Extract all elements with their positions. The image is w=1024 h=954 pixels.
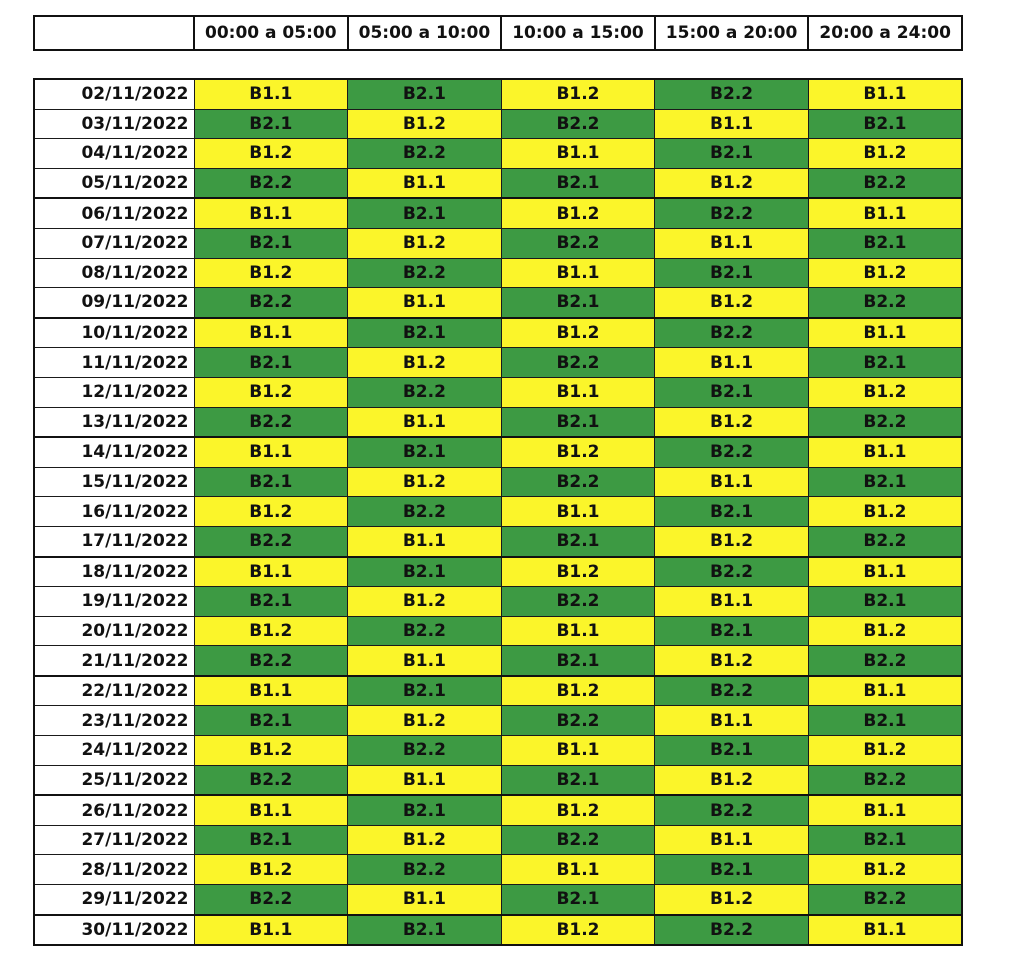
header-row [34, 16, 962, 50]
shift-cell: B1.1 [808, 557, 962, 587]
shift-cell: B1.2 [501, 676, 655, 706]
shift-cell: B1.2 [348, 109, 502, 139]
shift-cell: B2.2 [194, 526, 348, 556]
shift-cell: B2.1 [194, 348, 348, 378]
shift-cell: B1.2 [501, 795, 655, 825]
shift-cell: B2.1 [808, 467, 962, 497]
shift-cell: B2.2 [655, 318, 809, 348]
date-cell: 15/11/2022 [34, 467, 194, 497]
schedule-table [33, 78, 963, 946]
shift-cell: B2.1 [501, 407, 655, 437]
shift-cell: B2.2 [655, 79, 809, 109]
shift-cell: B1.1 [808, 676, 962, 706]
shift-cell: B1.2 [655, 765, 809, 795]
shift-cell: B1.1 [348, 646, 502, 676]
shift-cell: B1.1 [655, 706, 809, 736]
shift-cell: B1.2 [194, 736, 348, 766]
shift-cell: B2.2 [655, 198, 809, 228]
shift-cell: B1.1 [194, 795, 348, 825]
date-cell: 20/11/2022 [34, 616, 194, 646]
shift-cell: B2.1 [655, 855, 809, 885]
schedule-row [34, 258, 962, 288]
shift-cell: B1.2 [194, 377, 348, 407]
shift-cell: B2.1 [194, 706, 348, 736]
schedule-row [34, 79, 962, 109]
schedule-row [34, 407, 962, 437]
date-cell: 02/11/2022 [34, 79, 194, 109]
shift-cell: B2.1 [348, 79, 502, 109]
shift-cell: B1.1 [348, 885, 502, 915]
shift-cell: B2.2 [348, 139, 502, 169]
shift-cell: B2.1 [194, 825, 348, 855]
shift-cell: B1.1 [655, 228, 809, 258]
header-slot-cell: 05:00 a 10:00 [348, 16, 502, 50]
shift-cell: B1.1 [194, 318, 348, 348]
shift-cell: B2.2 [808, 407, 962, 437]
shift-cell: B1.2 [348, 825, 502, 855]
shift-cell: B1.1 [348, 407, 502, 437]
date-cell: 05/11/2022 [34, 168, 194, 198]
shift-cell: B2.2 [501, 825, 655, 855]
schedule-row [34, 168, 962, 198]
schedule-row [34, 706, 962, 736]
shift-cell: B2.2 [194, 885, 348, 915]
date-cell: 09/11/2022 [34, 288, 194, 318]
shift-cell: B1.1 [194, 79, 348, 109]
shift-cell: B2.2 [501, 467, 655, 497]
shift-cell: B2.1 [501, 168, 655, 198]
shift-cell: B1.1 [808, 79, 962, 109]
schedule-row [34, 228, 962, 258]
shift-cell: B2.1 [655, 377, 809, 407]
date-cell: 08/11/2022 [34, 258, 194, 288]
schedule-row [34, 825, 962, 855]
shift-cell: B2.1 [348, 557, 502, 587]
shift-cell: B1.2 [501, 915, 655, 946]
shift-cell: B2.2 [501, 706, 655, 736]
shift-cell: B1.2 [655, 168, 809, 198]
date-cell: 30/11/2022 [34, 915, 194, 946]
shift-cell: B1.2 [194, 258, 348, 288]
date-cell: 07/11/2022 [34, 228, 194, 258]
date-cell: 28/11/2022 [34, 855, 194, 885]
shift-cell: B2.1 [501, 526, 655, 556]
schedule-row [34, 855, 962, 885]
shift-cell: B1.1 [194, 437, 348, 467]
shift-cell: B1.1 [655, 587, 809, 617]
schedule-row [34, 646, 962, 676]
header-slot-cell: 15:00 a 20:00 [655, 16, 809, 50]
shift-cell: B2.1 [655, 139, 809, 169]
shift-cell: B2.2 [501, 348, 655, 378]
shift-cell: B1.2 [194, 497, 348, 527]
shift-cell: B1.2 [655, 526, 809, 556]
shift-cell: B1.2 [655, 407, 809, 437]
shift-cell: B2.2 [194, 407, 348, 437]
shift-cell: B2.1 [194, 467, 348, 497]
shift-cell: B2.2 [348, 258, 502, 288]
shift-cell: B2.1 [808, 109, 962, 139]
shift-cell: B1.1 [348, 765, 502, 795]
shift-cell: B1.1 [808, 318, 962, 348]
date-cell: 22/11/2022 [34, 676, 194, 706]
schedule-row [34, 497, 962, 527]
date-cell: 21/11/2022 [34, 646, 194, 676]
shift-cell: B1.1 [501, 139, 655, 169]
shift-cell: B2.2 [501, 587, 655, 617]
schedule-row [34, 736, 962, 766]
shift-cell: B1.1 [808, 915, 962, 946]
shift-cell: B1.2 [348, 706, 502, 736]
shift-cell: B2.1 [808, 587, 962, 617]
shift-cell: B2.1 [348, 198, 502, 228]
shift-cell: B1.1 [655, 467, 809, 497]
schedule-row [34, 616, 962, 646]
shift-cell: B2.2 [348, 497, 502, 527]
schedule-row [34, 915, 962, 946]
date-cell: 27/11/2022 [34, 825, 194, 855]
shift-cell: B1.1 [808, 795, 962, 825]
shift-cell: B2.2 [808, 288, 962, 318]
schedule-row [34, 676, 962, 706]
shift-cell: B2.1 [348, 676, 502, 706]
shift-cell: B1.2 [655, 885, 809, 915]
shift-cell: B2.2 [655, 437, 809, 467]
date-cell: 29/11/2022 [34, 885, 194, 915]
shift-cell: B1.1 [348, 168, 502, 198]
shift-cell: B1.2 [808, 736, 962, 766]
shift-cell: B2.1 [808, 228, 962, 258]
schedule-row [34, 587, 962, 617]
date-cell: 13/11/2022 [34, 407, 194, 437]
shift-cell: B1.2 [194, 855, 348, 885]
shift-cell: B1.2 [808, 258, 962, 288]
date-cell: 12/11/2022 [34, 377, 194, 407]
date-cell: 25/11/2022 [34, 765, 194, 795]
shift-cell: B2.2 [655, 676, 809, 706]
shift-cell: B1.1 [655, 825, 809, 855]
schedule-row [34, 377, 962, 407]
shift-cell: B1.1 [501, 258, 655, 288]
shift-cell: B1.2 [808, 139, 962, 169]
shift-cell: B2.1 [348, 795, 502, 825]
shift-cell: B1.2 [348, 587, 502, 617]
shift-cell: B1.2 [348, 467, 502, 497]
shift-cell: B2.2 [655, 915, 809, 946]
shift-cell: B1.1 [655, 348, 809, 378]
date-cell: 16/11/2022 [34, 497, 194, 527]
date-cell: 17/11/2022 [34, 526, 194, 556]
shift-cell: B2.2 [808, 526, 962, 556]
date-cell: 24/11/2022 [34, 736, 194, 766]
shift-cell: B2.2 [348, 736, 502, 766]
shift-cell: B2.1 [348, 437, 502, 467]
shift-cell: B2.1 [501, 288, 655, 318]
shift-cell: B2.2 [655, 795, 809, 825]
shift-cell: B2.1 [501, 885, 655, 915]
shift-cell: B1.1 [501, 377, 655, 407]
shift-cell: B1.1 [501, 855, 655, 885]
shift-cell: B1.2 [348, 228, 502, 258]
shift-cell: B1.2 [808, 497, 962, 527]
shift-cell: B1.1 [501, 736, 655, 766]
shift-cell: B2.1 [655, 497, 809, 527]
shift-cell: B1.1 [655, 109, 809, 139]
date-cell: 03/11/2022 [34, 109, 194, 139]
schedule-row [34, 795, 962, 825]
shift-cell: B2.2 [501, 228, 655, 258]
schedule-row [34, 437, 962, 467]
header-slot-cell: 10:00 a 15:00 [501, 16, 655, 50]
shift-cell: B1.2 [501, 79, 655, 109]
date-cell: 19/11/2022 [34, 587, 194, 617]
shift-cell: B1.1 [348, 288, 502, 318]
schedule-row [34, 557, 962, 587]
shift-cell: B2.1 [655, 736, 809, 766]
shift-cell: B2.2 [348, 616, 502, 646]
shift-cell: B2.1 [348, 915, 502, 946]
schedule-row [34, 139, 962, 169]
time-slot-header [33, 15, 963, 51]
shift-cell: B1.1 [194, 676, 348, 706]
shift-cell: B1.2 [348, 348, 502, 378]
shift-cell: B1.1 [348, 526, 502, 556]
shift-cell: B1.1 [194, 915, 348, 946]
date-cell: 23/11/2022 [34, 706, 194, 736]
shift-cell: B1.2 [808, 855, 962, 885]
shift-cell: B1.2 [194, 616, 348, 646]
schedule-row [34, 318, 962, 348]
shift-cell: B2.1 [194, 109, 348, 139]
shift-cell: B2.2 [194, 168, 348, 198]
shift-cell: B1.2 [501, 318, 655, 348]
date-cell: 11/11/2022 [34, 348, 194, 378]
shift-cell: B2.2 [808, 168, 962, 198]
shift-cell: B1.2 [501, 557, 655, 587]
shift-cell: B1.1 [501, 616, 655, 646]
shift-cell: B2.2 [808, 885, 962, 915]
shift-cell: B2.2 [194, 646, 348, 676]
shift-cell: B2.1 [808, 825, 962, 855]
shift-cell: B2.1 [655, 258, 809, 288]
schedule-row [34, 467, 962, 497]
schedule-row [34, 885, 962, 915]
shift-cell: B2.2 [655, 557, 809, 587]
date-cell: 26/11/2022 [34, 795, 194, 825]
shift-cell: B1.2 [808, 616, 962, 646]
shift-cell: B1.2 [655, 646, 809, 676]
shift-cell: B2.2 [348, 377, 502, 407]
shift-cell: B2.1 [348, 318, 502, 348]
header-slot-cell: 20:00 a 24:00 [808, 16, 962, 50]
date-cell: 06/11/2022 [34, 198, 194, 228]
date-cell: 18/11/2022 [34, 557, 194, 587]
shift-cell: B1.1 [501, 497, 655, 527]
shift-cell: B2.2 [194, 288, 348, 318]
schedule-body [34, 79, 962, 945]
shift-cell: B1.2 [655, 288, 809, 318]
date-cell: 10/11/2022 [34, 318, 194, 348]
shift-cell: B2.1 [194, 228, 348, 258]
date-cell: 14/11/2022 [34, 437, 194, 467]
shift-cell: B1.1 [194, 198, 348, 228]
schedule-row [34, 198, 962, 228]
shift-cell: B1.1 [808, 437, 962, 467]
shift-cell: B2.2 [808, 646, 962, 676]
date-cell: 04/11/2022 [34, 139, 194, 169]
shift-cell: B2.2 [808, 765, 962, 795]
shift-cell: B2.1 [808, 348, 962, 378]
schedule-row [34, 526, 962, 556]
shift-cell: B2.2 [194, 765, 348, 795]
shift-cell: B1.2 [808, 377, 962, 407]
shift-cell: B1.1 [194, 557, 348, 587]
header-corner-cell [34, 16, 194, 50]
schedule-row [34, 765, 962, 795]
shift-cell: B2.2 [501, 109, 655, 139]
shift-cell: B2.1 [808, 706, 962, 736]
schedule-row [34, 109, 962, 139]
shift-cell: B2.1 [501, 646, 655, 676]
shift-cell: B1.1 [808, 198, 962, 228]
shift-cell: B2.1 [194, 587, 348, 617]
shift-cell: B2.2 [348, 855, 502, 885]
shift-cell: B1.2 [194, 139, 348, 169]
schedule-row [34, 348, 962, 378]
header-slot-cell: 00:00 a 05:00 [194, 16, 348, 50]
shift-cell: B2.1 [655, 616, 809, 646]
shift-cell: B1.2 [501, 198, 655, 228]
shift-cell: B2.1 [501, 765, 655, 795]
shift-cell: B1.2 [501, 437, 655, 467]
schedule-row [34, 288, 962, 318]
